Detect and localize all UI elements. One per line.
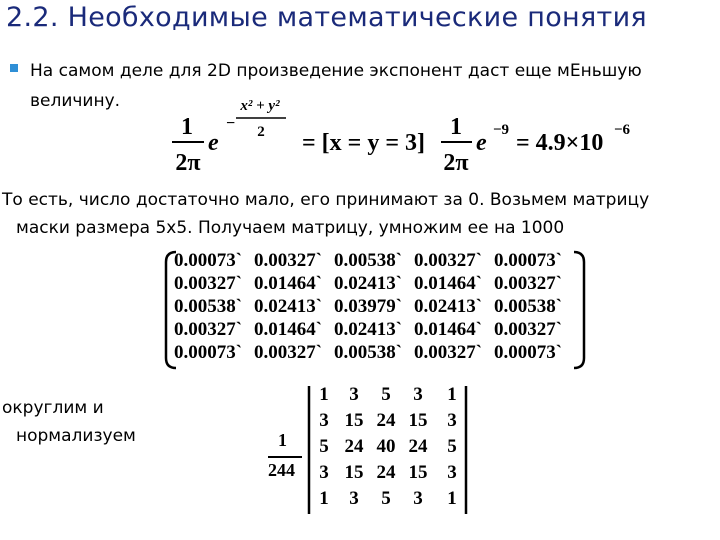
formula-exp-minus: − — [226, 115, 236, 132]
matrix2-cell: 24 — [376, 410, 396, 431]
formula-exp-base-1: e — [208, 130, 219, 156]
formula-result-exp: −6 — [614, 122, 631, 138]
matrix1-cell: 0.01464` — [254, 273, 323, 294]
matrix1-cell: 0.00327` — [414, 342, 483, 363]
matrix2-cell: 3 — [447, 410, 457, 431]
matrix2-cell: 3 — [319, 410, 329, 431]
paragraph-2-line-2: нормализуем — [16, 426, 136, 446]
matrix2-cell: 3 — [349, 488, 359, 509]
formula-denominator-1: 2π — [175, 150, 201, 176]
paragraph-line-1: То есть, число достаточно мало, его принимают за 0. Возьмем матрицу — [2, 190, 650, 210]
formula-denominator-2: 2π — [443, 150, 469, 176]
matrix1-cell: 0.02413` — [334, 319, 403, 340]
matrix1-cell: 0.00073` — [494, 342, 563, 363]
formula-substitution: = [x = y = 3] — [302, 130, 426, 156]
formula-exp-denominator: 2 — [257, 124, 265, 140]
matrix2-cell: 3 — [413, 488, 423, 509]
formula-result: = 4.9×10 — [516, 130, 604, 156]
bullet-line-1: На самом деле для 2D произведение экспонент даст еще мЕньшую — [30, 61, 642, 81]
matrix2-cell: 1 — [447, 384, 457, 405]
matrix2-cell: 3 — [319, 462, 329, 483]
matrix1-cell: 0.00327` — [254, 342, 323, 363]
matrix1-cell: 0.02413` — [254, 296, 323, 317]
paragraph-2 — [2, 394, 136, 450]
norm-numerator: 1 — [278, 430, 287, 450]
matrix2-cell: 3 — [349, 384, 359, 405]
formula-exp-numerator: x² + y² — [240, 98, 280, 114]
matrix2-cell: 15 — [344, 410, 364, 431]
paragraph — [2, 186, 718, 242]
matrix1-cell: 0.00538` — [174, 296, 243, 317]
matrix1-cell: 0.02413` — [414, 296, 483, 317]
matrix2-cell: 5 — [381, 488, 391, 509]
paragraph-2-line-1: округлим и — [2, 398, 104, 418]
matrix1-cell: 0.00538` — [334, 342, 403, 363]
normalization-fraction — [266, 430, 306, 490]
matrix2-cell: 1 — [319, 488, 329, 509]
matrix2-cell: 3 — [447, 462, 457, 483]
matrix2-cell: 24 — [376, 462, 396, 483]
matrix2-cell: 24 — [344, 436, 364, 457]
matrix2-cell: 40 — [376, 436, 396, 457]
matrix1-cell: 0.00073` — [174, 250, 243, 271]
matrix1-cell: 0.00327` — [254, 250, 323, 271]
matrix2-cell: 1 — [319, 384, 329, 405]
matrix1-cell: 0.00073` — [174, 342, 243, 363]
matrix1-cell: 0.02413` — [334, 273, 403, 294]
matrix2-cell: 5 — [381, 384, 391, 405]
formula-exp-2: −9 — [493, 122, 510, 138]
matrix1-cell: 0.01464` — [414, 319, 483, 340]
matrix1-cell: 0.00538` — [334, 250, 403, 271]
norm-fraction-line — [268, 456, 302, 458]
matrix2-cell: 5 — [319, 436, 329, 457]
matrix1-cell: 0.00073` — [494, 250, 563, 271]
matrix2-cell: 15 — [344, 462, 364, 483]
matrix1-cell: 0.03979` — [334, 296, 403, 317]
page-title: 2.2. Необходимые математические понятия — [6, 2, 647, 33]
paragraph-line-2: маски размера 5х5. Получаем матрицу, умножим ее на 1000 — [16, 218, 565, 238]
matrix1-cell: 0.00327` — [174, 319, 243, 340]
matrix1-cell: 0.01464` — [414, 273, 483, 294]
gaussian-matrix — [162, 250, 592, 370]
matrix2-cell: 3 — [413, 384, 423, 405]
matrix2-cell: 5 — [447, 436, 457, 457]
matrix1-cell: 0.00327` — [494, 319, 563, 340]
norm-denominator: 244 — [268, 460, 295, 480]
matrix1-cell: 0.00327` — [174, 273, 243, 294]
matrix2-cell: 15 — [408, 462, 428, 483]
matrix1-cell: 0.00327` — [414, 250, 483, 271]
matrix2-cell: 1 — [447, 488, 457, 509]
formula-exp-base-2: e — [476, 130, 487, 156]
integer-matrix — [306, 384, 476, 516]
matrix2-cell: 24 — [408, 436, 428, 457]
bullet-line-2: величину. — [30, 91, 121, 111]
matrix1-cell: 0.00538` — [494, 296, 563, 317]
matrix1-cell: 0.00327` — [494, 273, 563, 294]
formula-numerator-2: 1 — [450, 114, 462, 140]
matrix2-cell: 15 — [408, 410, 428, 431]
formula-numerator-1: 1 — [181, 114, 193, 140]
matrix1-cell: 0.01464` — [254, 319, 323, 340]
